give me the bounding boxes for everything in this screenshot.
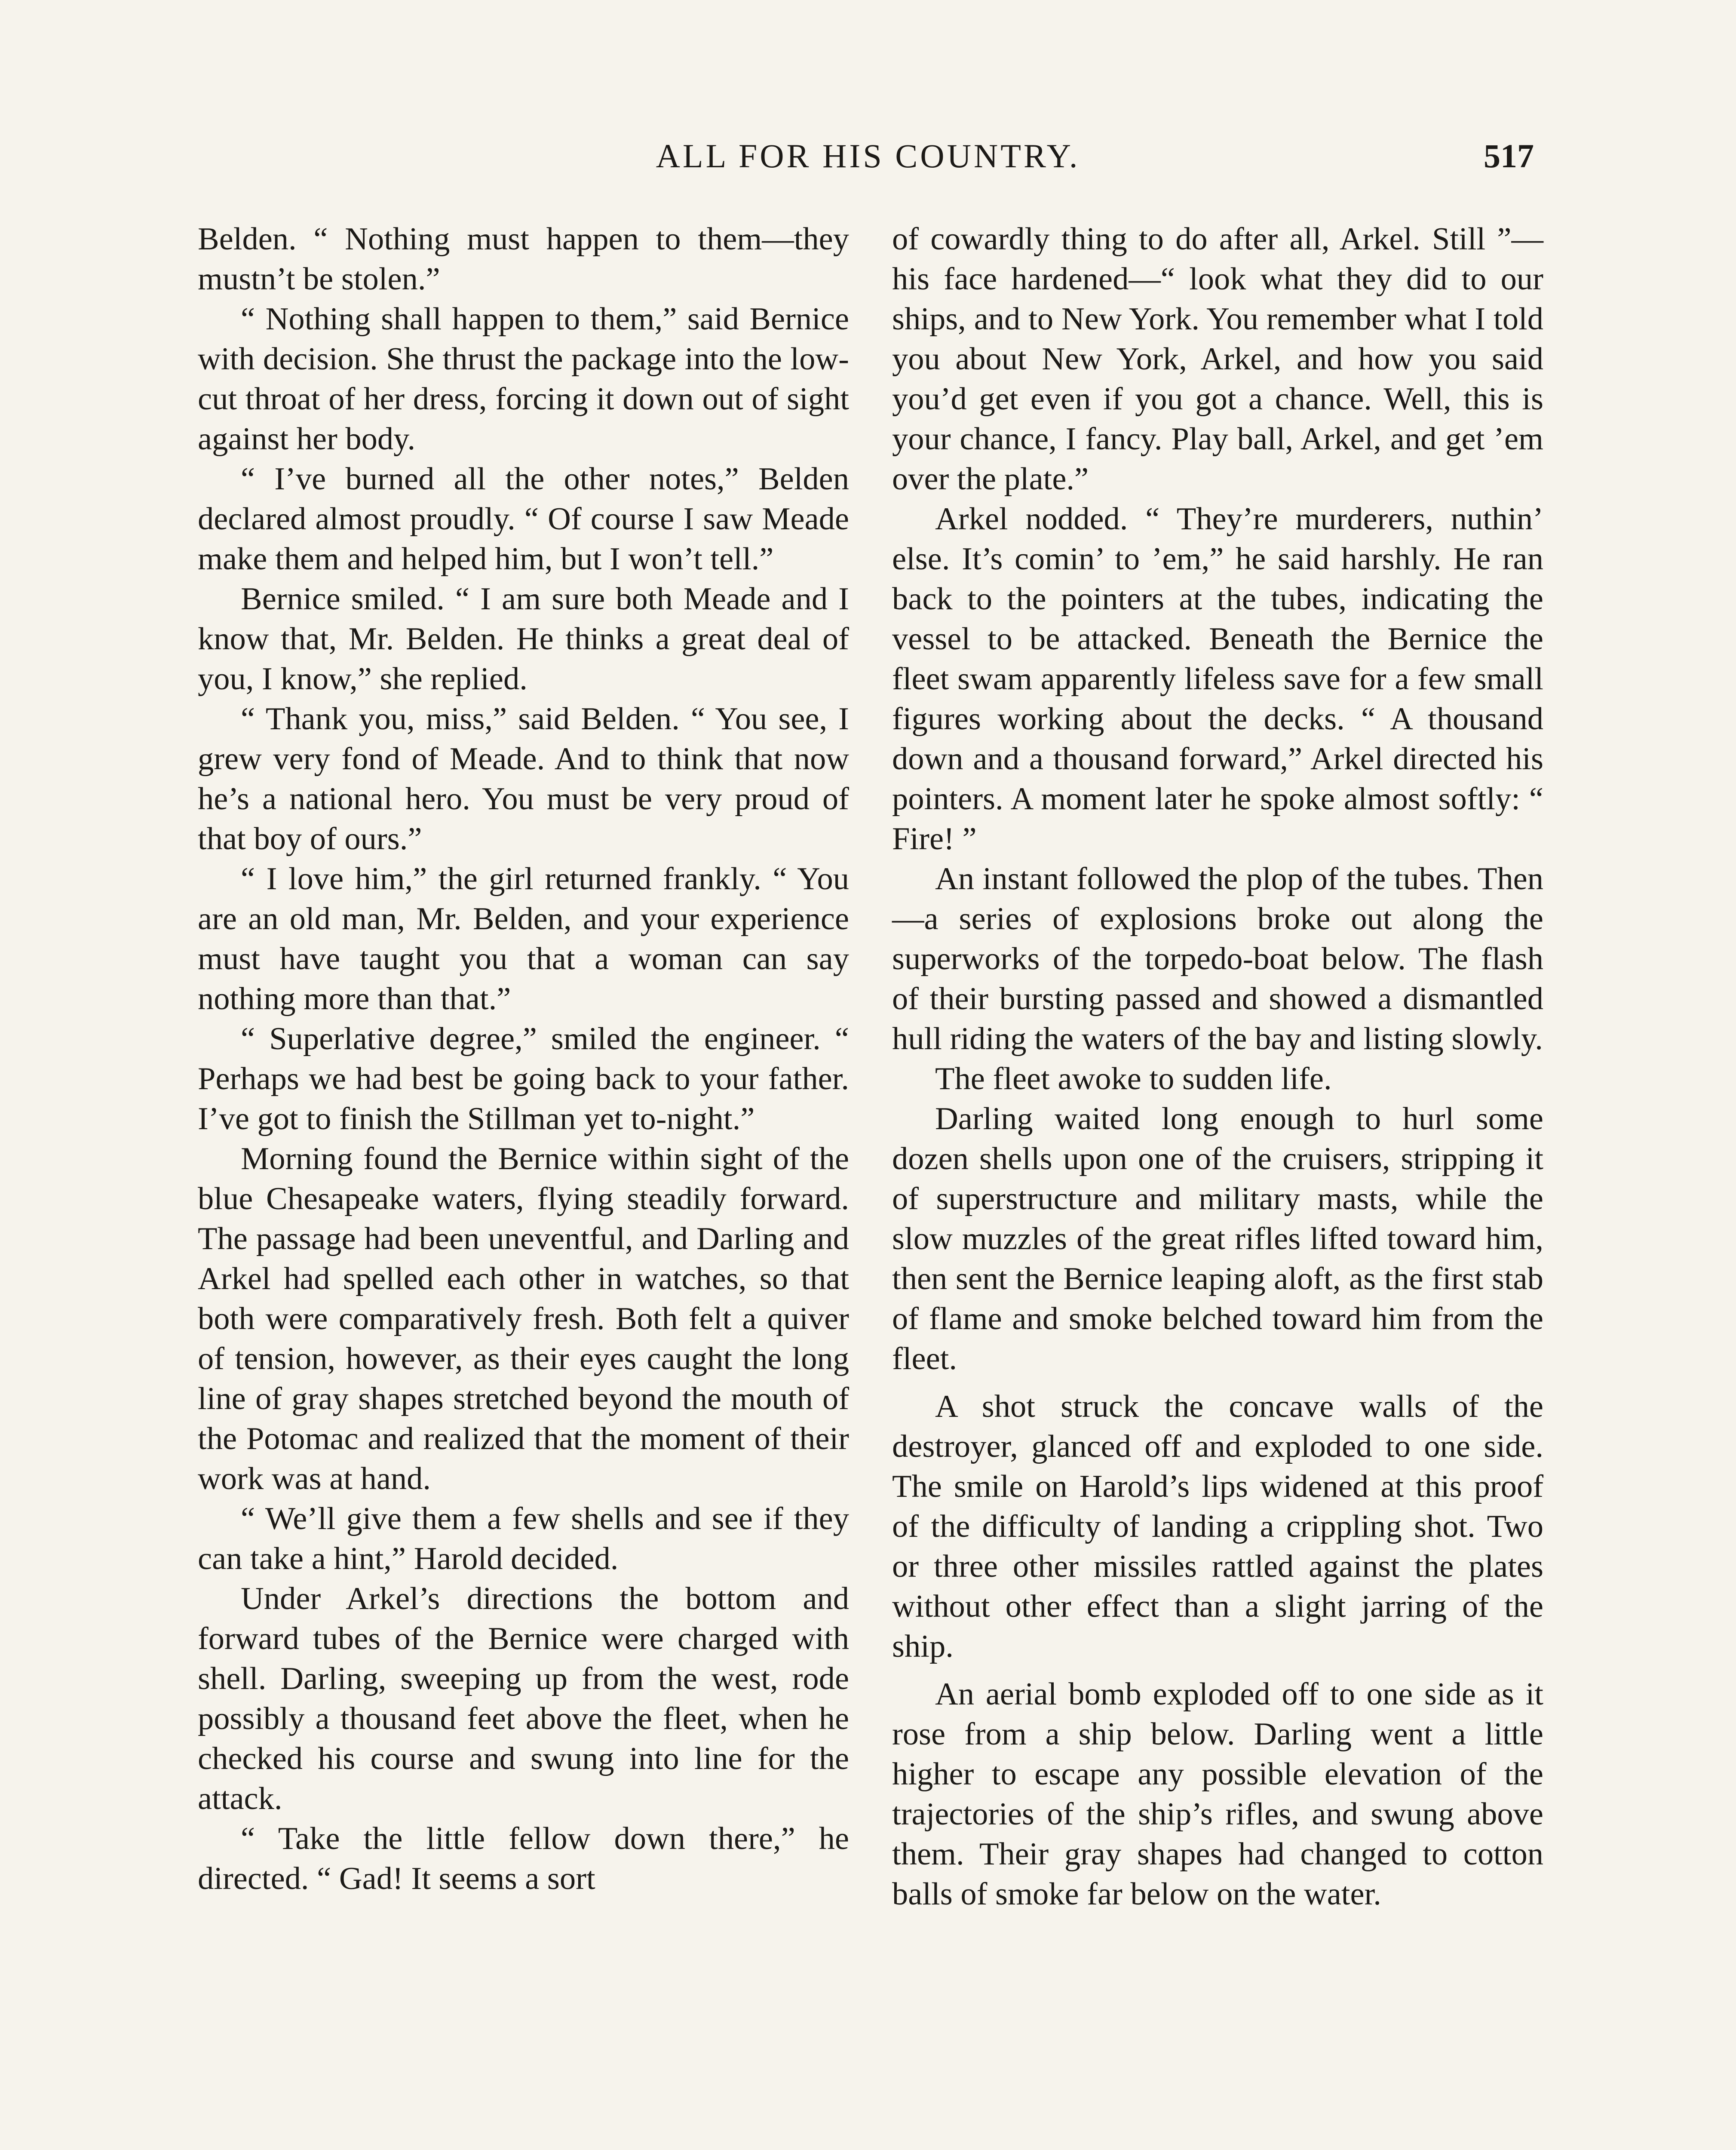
paragraph: of cowardly thing to do after all, Arkel. Still ”—his face hardened—“ look what they did to our ships, and to New York. You remember what I told you about New York, Arkel, and how you said you’d get even if you got a chance. Well, this is your chance, I fancy. Play ball, Arkel, and get ’em over the plate.”: [892, 221, 1543, 497]
paragraph: “ We’ll give them a few shells and see if they can take a hint,” Harold decided.: [198, 1501, 849, 1576]
paragraph: “ Thank you, miss,” said Belden. “ You see, I grew very fond of Meade. And to think that now he’s a national hero. You must be very proud of that boy of ours.”: [198, 701, 849, 857]
paragraph: Arkel nodded. “ They’re murderers, nuthin’ else. It’s comin’ to ’em,” he said harshly. He ran back to the pointers at the tubes, indicating the vessel to be attacked. Beneath the Bernice the fleet swam apparently lifeless save for a few small figures working about the decks. “ A thousand down and a thousand forward,” Arkel directed his pointers. A moment later he spoke almost softly: “ Fire! ”: [892, 501, 1543, 857]
paragraph: An instant followed the plop of the tubes. Then—a series of explosions broke out along the superworks of the torpedo-boat below. The flash of their bursting passed and showed a dismantled hull riding the waters of the bay and listing slowly.: [892, 861, 1543, 1057]
paragraph: Darling waited long enough to hurl some dozen shells upon one of the cruisers, stripping it of superstructure and military masts, while the slow muzzles of the great rifles lifted toward him, then sent the Bernice leaping aloft, as the first stab of flame and smoke belched toward him from the fleet.: [892, 1101, 1543, 1376]
paragraph: Morning found the Bernice within sight of the blue Chesapeake waters, flying steadily forward. The passage had been uneventful, and Darling and Arkel had spelled each other in watches, so that both were comparatively fresh. Both felt a quiver of tension, however, as their eyes caught the long line of gray shapes stretched beyond the mouth of the Potomac and realized that the moment of their work was at hand.: [198, 1141, 849, 1496]
page-number: 517: [1484, 137, 1534, 175]
paragraph: “ Superlative degree,” smiled the engineer. “ Perhaps we had best be going back to your father. I’ve got to finish the Stillman yet to-night.”: [198, 1021, 849, 1136]
paragraph: “ I love him,” the girl returned frankly. “ You are an old man, Mr. Belden, and your experience must have taught you that a woman can say nothing more than that.”: [198, 861, 849, 1017]
paragraph: Bernice smiled. “ I am sure both Meade and I know that, Mr. Belden. He thinks a great deal of you, I know,” she replied.: [198, 581, 849, 697]
paragraph: “ Nothing shall happen to them,” said Bernice with decision. She thrust the package into the low-cut throat of her dress, forcing it down out of sight against her body.: [198, 301, 849, 457]
running-title: ALL FOR HIS COUNTRY.: [656, 137, 1080, 175]
paragraph: The fleet awoke to sudden life.: [935, 1061, 1332, 1096]
paragraph: Belden. “ Nothing must happen to them—they mustn’t be stolen.”: [198, 221, 849, 297]
right-column: [892, 219, 1543, 1914]
left-column: [198, 219, 849, 1899]
paragraph: “ Take the little fellow down there,” he directed. “ Gad! It seems a sort: [198, 1821, 849, 1896]
paragraph: “ I’ve burned all the other notes,” Belden declared almost proudly. “ Of course I saw Meade make them and helped him, but I won’t tell.”: [198, 461, 849, 577]
paragraph: An aerial bomb exploded off to one side as it rose from a ship below. Darling went a little higher to escape any possible elevation of the trajectories of the ship’s rifles, and swung above them. Their gray shapes had changed to cotton balls of smoke far below on the water.: [892, 1677, 1543, 1912]
paragraph: A shot struck the concave walls of the destroyer, glanced off and exploded to one side. The smile on Harold’s lips widened at this proof of the difficulty of landing a crippling shot. Two or three other missiles rattled against the plates without other effect than a slight jarring of the ship.: [892, 1389, 1543, 1664]
paragraph: Under Arkel’s directions the bottom and forward tubes of the Bernice were charged with shell. Darling, sweeping up from the west, rode possibly a thousand feet above the fleet, when he checked his course and swung into line for the attack.: [198, 1581, 849, 1816]
